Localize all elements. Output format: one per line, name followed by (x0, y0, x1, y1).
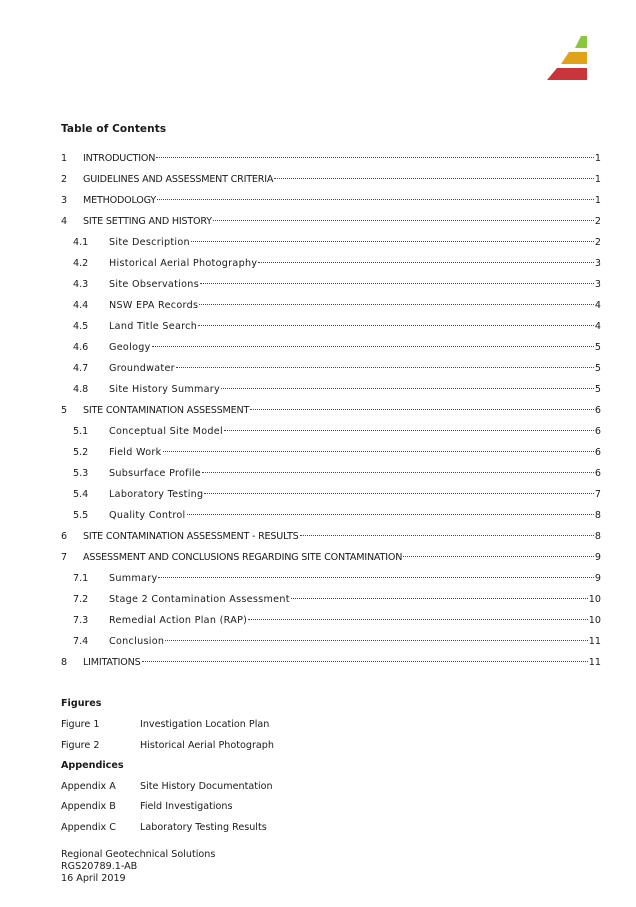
toc-entry[interactable] (61, 610, 601, 631)
toc-entry[interactable] (61, 274, 601, 295)
toc-entry-page: 1 (594, 153, 601, 164)
toc-entry-page: 1 (594, 174, 601, 185)
toc-dot-leader (152, 345, 594, 347)
toc-entry-title: Conclusion (109, 636, 165, 647)
appendix-key: Appendix B (61, 801, 116, 812)
toc-entry[interactable] (61, 484, 601, 505)
toc-entry-page: 1 (594, 195, 601, 206)
toc-entry-title: Laboratory Testing (109, 489, 204, 500)
toc-entry[interactable] (61, 316, 601, 337)
toc-entry-title: Land Title Search (109, 321, 198, 332)
toc-entry-page: 6 (594, 405, 601, 416)
toc-entry-number: 1 (61, 153, 68, 164)
toc-dot-leader (156, 156, 594, 158)
toc-dot-leader (191, 240, 594, 242)
toc-dot-leader (221, 387, 594, 389)
toc-entry-title: SITE CONTAMINATION ASSESSMENT - RESULTS (83, 531, 299, 542)
toc-dot-leader (202, 471, 594, 473)
toc-entry-page: 4 (594, 321, 601, 332)
footer-company: Regional Geotechnical Solutions (61, 849, 216, 860)
toc-entry-number: 5.2 (73, 447, 89, 458)
toc-dot-leader (274, 177, 594, 179)
toc-entry-number: 7.1 (73, 573, 89, 584)
appendix-row (61, 801, 232, 812)
appendix-row (61, 781, 273, 792)
figure-value: Historical Aerial Photograph (140, 740, 274, 751)
toc-entry-number: 7 (61, 552, 68, 563)
toc-entry-number: 5.1 (73, 426, 89, 437)
toc-entry[interactable] (61, 337, 601, 358)
toc-entry-number: 7.2 (73, 594, 89, 605)
appendix-key: Appendix C (61, 822, 116, 833)
toc-entry-title: INTRODUCTION (83, 153, 156, 164)
toc-dot-leader (248, 618, 588, 620)
toc-dot-leader (158, 576, 593, 578)
toc-entry-page: 5 (594, 363, 601, 374)
toc-dot-leader (199, 303, 594, 305)
toc-entry-page: 5 (594, 342, 601, 353)
toc-entry[interactable] (61, 400, 601, 421)
toc-entry-title: ASSESSMENT AND CONCLUSIONS REGARDING SITE CONTAMINATION (83, 552, 403, 563)
toc-entry-number: 4.4 (73, 300, 89, 311)
toc-dot-leader (291, 597, 588, 599)
logo-green-band (575, 36, 587, 48)
toc-entry[interactable] (61, 190, 601, 211)
toc-entry-number: 5.3 (73, 468, 89, 479)
toc-entry-page: 8 (594, 531, 601, 542)
toc-dot-leader (165, 639, 587, 641)
toc-entry[interactable] (61, 148, 601, 169)
toc-entry[interactable] (61, 295, 601, 316)
toc-entry-number: 4.7 (73, 363, 89, 374)
toc-dot-leader (300, 534, 594, 536)
toc-heading: Table of Contents (61, 123, 167, 135)
toc-dot-leader (213, 219, 594, 221)
toc-entry-page: 9 (594, 552, 601, 563)
toc-entry-title: METHODOLOGY (83, 195, 157, 206)
logo-amber-band (561, 52, 587, 64)
toc-entry[interactable] (61, 652, 601, 673)
toc-dot-leader (258, 261, 594, 263)
toc-entry-page: 10 (588, 615, 601, 626)
footer-date: 16 April 2019 (61, 873, 126, 884)
toc-entry[interactable] (61, 421, 601, 442)
toc-entry-page: 3 (594, 258, 601, 269)
toc-entry-page: 3 (594, 279, 601, 290)
company-logo-icon (547, 36, 589, 80)
toc-dot-leader (204, 492, 593, 494)
toc-entry-number: 5 (61, 405, 68, 416)
toc-entry-number: 3 (61, 195, 68, 206)
toc-entry-title: Site History Summary (109, 384, 221, 395)
table-of-contents (61, 148, 601, 673)
toc-entry-page: 4 (594, 300, 601, 311)
toc-entry-number: 4.8 (73, 384, 89, 395)
toc-entry-title: SITE SETTING AND HISTORY (83, 216, 212, 227)
toc-entry-title: Site Observations (109, 279, 199, 290)
toc-entry-title: NSW EPA Records (109, 300, 199, 311)
toc-entry-title: Subsurface Profile (109, 468, 201, 479)
toc-dot-leader (176, 366, 594, 368)
toc-entry-title: Historical Aerial Photography (109, 258, 258, 269)
toc-dot-leader (187, 513, 594, 515)
appendices-label: Appendices (61, 760, 124, 771)
toc-entry-page: 9 (594, 573, 601, 584)
toc-entry-number: 2 (61, 174, 68, 185)
appendix-value: Field Investigations (140, 801, 233, 812)
figure-key: Figure 1 (61, 719, 100, 730)
appendix-row (61, 822, 267, 833)
toc-entry-title: Remedial Action Plan (RAP) (109, 615, 248, 626)
toc-dot-leader (224, 429, 594, 431)
toc-entry[interactable] (61, 547, 601, 568)
toc-entry[interactable] (61, 358, 601, 379)
figure-key: Figure 2 (61, 740, 100, 751)
toc-entry[interactable] (61, 169, 601, 190)
toc-entry-title: Site Description (109, 237, 190, 248)
toc-entry-number: 4.1 (73, 237, 89, 248)
toc-entry-page: 6 (594, 447, 601, 458)
toc-entry-number: 4.3 (73, 279, 89, 290)
toc-entry[interactable] (61, 232, 601, 253)
footer-reference: RGS20789.1-AB (61, 861, 138, 872)
toc-entry[interactable] (61, 505, 601, 526)
toc-entry-page: 2 (594, 216, 601, 227)
logo-red-band (547, 68, 587, 80)
toc-entry-page: 10 (588, 594, 601, 605)
toc-entry-number: 4.5 (73, 321, 89, 332)
toc-entry-number: 4.6 (73, 342, 89, 353)
toc-dot-leader (142, 660, 588, 662)
toc-entry-page: 11 (588, 636, 601, 647)
toc-entry-page: 7 (594, 489, 601, 500)
toc-entry-title: LIMITATIONS (83, 657, 141, 668)
page-footer (61, 849, 215, 885)
toc-dot-leader (198, 324, 594, 326)
toc-entry[interactable] (61, 589, 601, 610)
toc-entry-number: 6 (61, 531, 68, 542)
toc-dot-leader (163, 450, 594, 452)
toc-entry[interactable] (61, 253, 601, 274)
toc-entry-title: Quality Control (109, 510, 186, 521)
toc-entry[interactable] (61, 442, 601, 463)
toc-entry-page: 5 (594, 384, 601, 395)
toc-entry-title: Field Work (109, 447, 162, 458)
toc-entry-title: Groundwater (109, 363, 175, 374)
figure-row (61, 740, 274, 751)
toc-entry-page: 8 (594, 510, 601, 521)
toc-entry[interactable] (61, 568, 601, 589)
toc-dot-leader (403, 555, 594, 557)
toc-entry-title: Geology (109, 342, 151, 353)
toc-entry-number: 5.4 (73, 489, 89, 500)
toc-entry-page: 2 (594, 237, 601, 248)
toc-entry-number: 8 (61, 657, 68, 668)
figure-row (61, 719, 269, 730)
toc-entry-page: 6 (594, 468, 601, 479)
appendix-value: Site History Documentation (140, 781, 273, 792)
toc-entry-title: Stage 2 Contamination Assessment (109, 594, 290, 605)
toc-entry-title: GUIDELINES AND ASSESSMENT CRITERIA (83, 174, 274, 185)
toc-entry-number: 4.2 (73, 258, 89, 269)
toc-entry[interactable] (61, 631, 601, 652)
toc-entry-title: Conceptual Site Model (109, 426, 223, 437)
toc-entry-number: 5.5 (73, 510, 89, 521)
toc-dot-leader (157, 198, 594, 200)
toc-entry-number: 7.4 (73, 636, 89, 647)
toc-entry-page: 6 (594, 426, 601, 437)
toc-entry[interactable] (61, 463, 601, 484)
appendix-value: Laboratory Testing Results (140, 822, 267, 833)
appendix-key: Appendix A (61, 781, 116, 792)
toc-entry-title: SITE CONTAMINATION ASSESSMENT (83, 405, 250, 416)
toc-entry[interactable] (61, 211, 601, 232)
toc-entry-page: 11 (588, 657, 601, 668)
toc-dot-leader (200, 282, 594, 284)
toc-entry-title: Summary (109, 573, 158, 584)
toc-entry[interactable] (61, 526, 601, 547)
toc-entry-number: 7.3 (73, 615, 89, 626)
toc-entry[interactable] (61, 379, 601, 400)
toc-entry-number: 4 (61, 216, 68, 227)
figures-label: Figures (61, 698, 102, 709)
figure-value: Investigation Location Plan (140, 719, 270, 730)
toc-dot-leader (250, 408, 594, 410)
